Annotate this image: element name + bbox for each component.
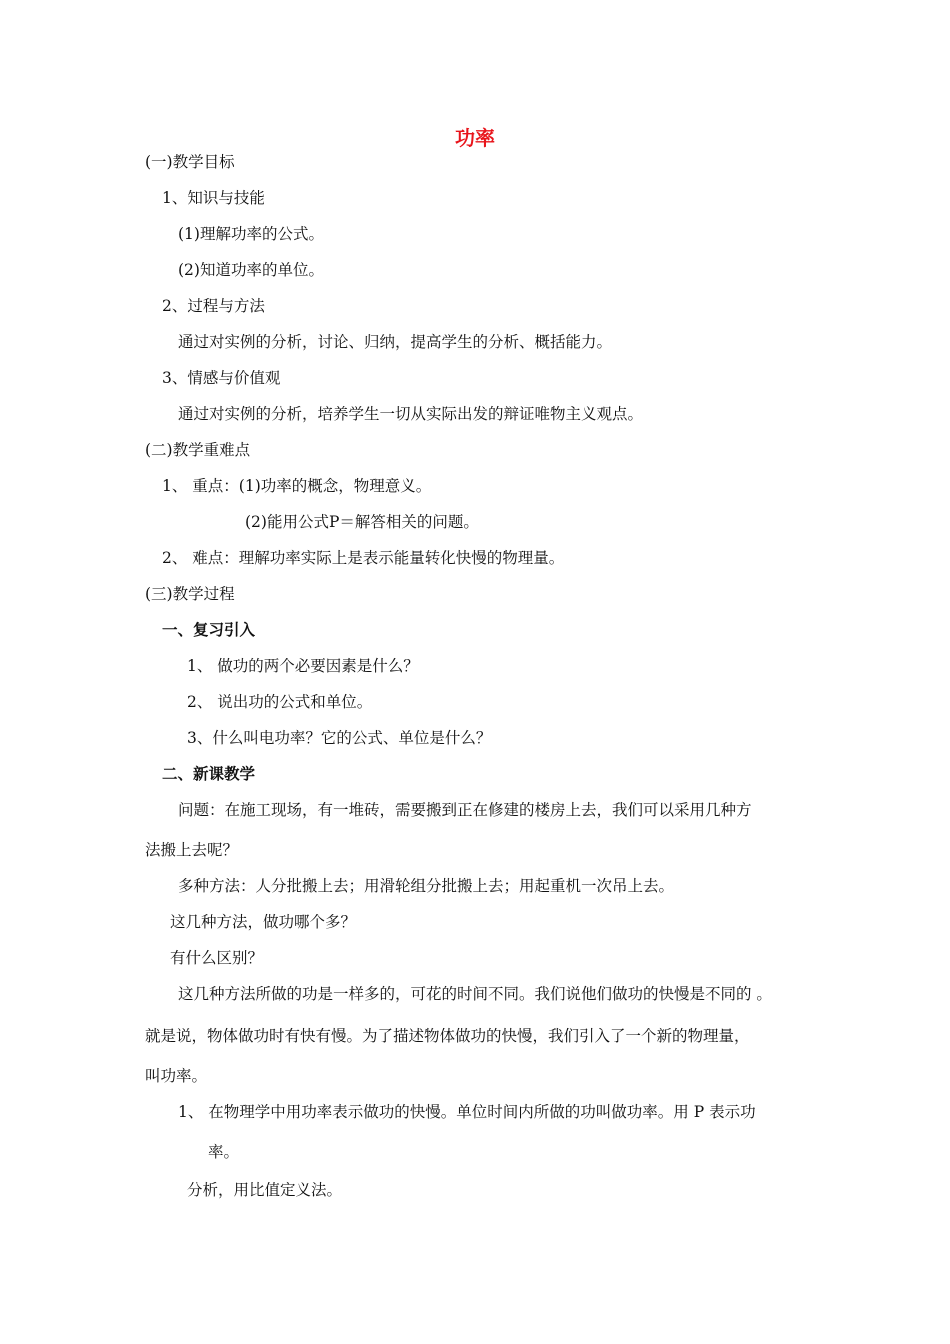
subheading-review: 一、复习引入	[162, 621, 256, 639]
list-item: (2)能用公式P＝解答相关的问题。	[245, 513, 479, 531]
subheading-new-lesson: 二、新课教学	[162, 765, 256, 783]
list-item: (2)知道功率的单位。	[178, 261, 324, 279]
paragraph: 法搬上去呢？	[145, 841, 239, 859]
list-item: 3、什么叫电功率？它的公式、单位是什么？	[187, 729, 492, 747]
paragraph: 这几种方法所做的功是一样多的，可花的时间不同。我们说他们做功的快慢是不同的 。	[178, 985, 772, 1003]
list-item-continuation: 率。	[208, 1143, 240, 1161]
paragraph: 问题：在施工现场，有一堆砖，需要搬到正在修建的楼房上去，我们可以采用几种方	[178, 801, 752, 819]
paragraph: 就是说，物体做功时有快有慢。为了描述物体做功的快慢，我们引入了一个新的物理量，	[145, 1027, 750, 1045]
list-item: 1、 重点：(1)功率的概念，物理意义。	[162, 477, 432, 495]
paragraph: 这几种方法，做功哪个多？	[170, 913, 357, 931]
subheading-process-method: 2、过程与方法	[162, 297, 265, 315]
section-heading-process: (三)教学过程	[145, 585, 235, 603]
list-item: 2、 说出功的公式和单位。	[187, 693, 373, 711]
list-item: 1、 在物理学中用功率表示做功的快慢。单位时间内所做的功叫做功率。用 P 表示功	[178, 1103, 756, 1121]
document-title: 功率	[455, 126, 495, 150]
paragraph: 分析，用比值定义法。	[187, 1181, 343, 1199]
paragraph: 多种方法：人分批搬上去；用滑轮组分批搬上去；用起重机一次吊上去。	[178, 877, 675, 895]
subheading-knowledge-skills: 1、知识与技能	[162, 189, 265, 207]
paragraph: 通过对实例的分析，讨论、归纳，提高学生的分析、概括能力。	[178, 333, 613, 351]
section-heading-objectives: (一)教学目标	[145, 153, 235, 171]
list-item: 1、 做功的两个必要因素是什么？	[187, 657, 419, 675]
list-item: 2、 难点：理解功率实际上是表示能量转化快慢的物理量。	[162, 549, 565, 567]
list-item: (1)理解功率的公式。	[178, 225, 324, 243]
subheading-emotion-values: 3、情感与价值观	[162, 369, 281, 387]
section-heading-key-points: (二)教学重难点	[145, 441, 251, 459]
paragraph: 通过对实例的分析，培养学生一切从实际出发的辩证唯物主义观点。	[178, 405, 644, 423]
paragraph: 有什么区别？	[170, 949, 264, 967]
paragraph: 叫功率。	[145, 1067, 208, 1085]
